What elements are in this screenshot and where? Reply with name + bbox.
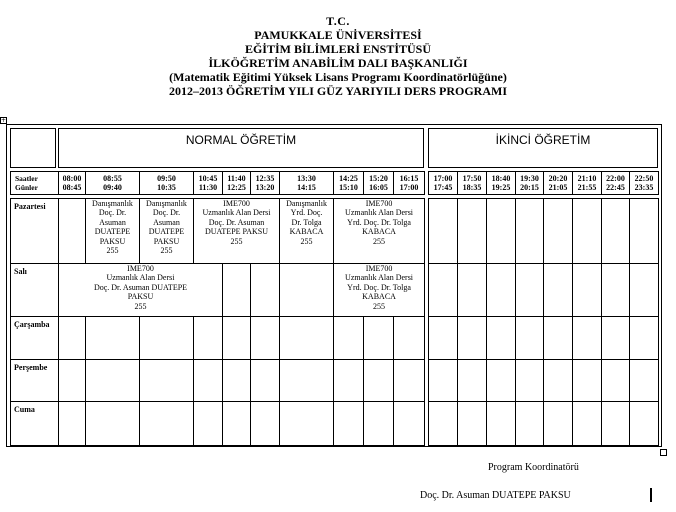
empty-cell xyxy=(630,264,659,317)
empty-cell xyxy=(487,264,516,317)
normal-schedule-body xyxy=(10,198,425,446)
time-slot: 22:50 23:35 xyxy=(630,172,659,195)
time-slot: 20:20 21:05 xyxy=(544,172,573,195)
empty-cell xyxy=(573,199,602,264)
time-slot: 09:50 10:35 xyxy=(140,172,194,195)
empty-cell xyxy=(223,264,251,317)
empty-cell xyxy=(59,360,86,402)
course-cell: IME700 Uzmanlık Alan Dersi Yrd. Doç. Dr. Tolga KABACA 255 xyxy=(334,199,425,264)
empty-cell xyxy=(364,317,394,360)
empty-cell xyxy=(194,360,223,402)
course-cell: IME700 Uzmanlık Alan Dersi Yrd. Doç. Dr. Tolga KABACA 255 xyxy=(334,264,425,317)
table-move-handle-icon[interactable]: + xyxy=(1,117,7,124)
header-line-term: 2012–2013 ÖĞRETİM YILI GÜZ YARIYILI DERS PROGRAMI xyxy=(168,84,508,98)
normal-time-header xyxy=(10,171,425,195)
empty-cell xyxy=(458,360,487,402)
empty-cell xyxy=(516,264,544,317)
header-line-program: (Matematik Eğitimi Yüksek Lisans Programı Koordinatörlüğüne) xyxy=(169,70,507,84)
day-label-sali: Salı xyxy=(11,264,59,317)
empty-cell xyxy=(602,264,630,317)
time-slot: 18:40 19:25 xyxy=(487,172,516,195)
day-label-persembe: Perşembe xyxy=(11,360,59,402)
empty-cell xyxy=(223,402,251,446)
empty-cell xyxy=(487,199,516,264)
empty-cell xyxy=(516,360,544,402)
empty-cell xyxy=(140,317,194,360)
empty-cell xyxy=(458,264,487,317)
empty-cell xyxy=(394,317,425,360)
empty-cell xyxy=(602,402,630,446)
empty-cell xyxy=(602,317,630,360)
empty-cell xyxy=(516,199,544,264)
empty-cell xyxy=(394,360,425,402)
time-slot: 17:00 17:45 xyxy=(429,172,458,195)
empty-cell xyxy=(194,317,223,360)
empty-cell xyxy=(59,402,86,446)
coordinator-label: Program Koordinatörü xyxy=(488,462,579,473)
empty-cell xyxy=(86,317,140,360)
corner-empty-cell xyxy=(10,128,56,168)
empty-cell xyxy=(630,199,659,264)
header-line-department: İLKÖĞRETİM ANABİLİM DALI BAŞKANLIĞI xyxy=(208,56,468,70)
time-slot: 08:00 08:45 xyxy=(59,172,86,195)
empty-cell xyxy=(251,264,280,317)
time-slot: 15:20 16:05 xyxy=(364,172,394,195)
course-cell: IME700 Uzmanlık Alan Dersi Doç. Dr. Asuman DUATEPE PAKSU 255 xyxy=(194,199,280,264)
time-slot: 22:00 22:45 xyxy=(602,172,630,195)
empty-cell xyxy=(544,360,573,402)
empty-cell xyxy=(458,317,487,360)
empty-cell xyxy=(516,402,544,446)
normal-section-title: NORMAL ÖĞRETİM xyxy=(185,133,297,147)
empty-cell xyxy=(630,317,659,360)
empty-cell xyxy=(630,360,659,402)
empty-cell xyxy=(429,264,458,317)
empty-cell xyxy=(251,317,280,360)
empty-cell xyxy=(280,317,334,360)
empty-cell xyxy=(140,360,194,402)
empty-cell xyxy=(544,402,573,446)
time-slot: 21:10 21:55 xyxy=(573,172,602,195)
empty-cell xyxy=(86,360,140,402)
document-header xyxy=(0,14,676,98)
second-time-header xyxy=(428,171,659,195)
empty-cell xyxy=(364,360,394,402)
header-line-university: PAMUKKALE ÜNİVERSİTESİ xyxy=(254,28,422,42)
empty-cell xyxy=(544,317,573,360)
empty-cell xyxy=(280,264,334,317)
empty-cell xyxy=(364,402,394,446)
table-resize-handle[interactable] xyxy=(660,449,667,456)
empty-cell xyxy=(280,360,334,402)
text-cursor xyxy=(650,488,652,502)
empty-cell xyxy=(59,317,86,360)
empty-cell xyxy=(544,264,573,317)
day-label-carsamba: Çarşamba xyxy=(11,317,59,360)
time-slot: 10:45 11:30 xyxy=(194,172,223,195)
course-cell: Danışmanlık Doç. Dr. Asuman DUATEPE PAKSU 255 xyxy=(140,199,194,264)
empty-cell xyxy=(194,402,223,446)
empty-cell xyxy=(394,402,425,446)
header-line-tc: T.C. xyxy=(326,14,350,28)
empty-cell xyxy=(487,317,516,360)
empty-cell xyxy=(429,402,458,446)
empty-cell xyxy=(573,360,602,402)
empty-cell xyxy=(86,402,140,446)
second-schedule-body xyxy=(428,198,659,446)
day-label-pazartesi: Pazartesi xyxy=(11,199,59,264)
empty-cell xyxy=(602,360,630,402)
second-section-title: İKİNCİ ÖĞRETİM xyxy=(495,133,591,147)
empty-cell xyxy=(140,402,194,446)
empty-cell xyxy=(573,264,602,317)
empty-cell xyxy=(334,360,364,402)
empty-cell xyxy=(429,317,458,360)
empty-cell xyxy=(458,199,487,264)
empty-cell xyxy=(223,317,251,360)
empty-cell xyxy=(630,402,659,446)
empty-cell xyxy=(251,402,280,446)
time-slot: 11:40 12:25 xyxy=(223,172,251,195)
time-slot: 08:55 09:40 xyxy=(86,172,140,195)
second-section-box xyxy=(428,128,658,168)
coordinator-name: Doç. Dr. Asuman DUATEPE PAKSU xyxy=(420,490,571,501)
empty-cell xyxy=(487,360,516,402)
empty-cell xyxy=(223,360,251,402)
empty-cell xyxy=(602,199,630,264)
empty-cell xyxy=(573,317,602,360)
empty-cell xyxy=(544,199,573,264)
empty-cell xyxy=(516,317,544,360)
empty-cell xyxy=(251,360,280,402)
empty-cell xyxy=(280,402,334,446)
empty-cell xyxy=(458,402,487,446)
day-label-cuma: Cuma xyxy=(11,402,59,446)
empty-cell xyxy=(334,402,364,446)
time-slot: 12:35 13:20 xyxy=(251,172,280,195)
empty-cell xyxy=(487,402,516,446)
course-cell: Danışmanlık Doç. Dr. Asuman DUATEPE PAKSU 255 xyxy=(86,199,140,264)
course-cell: IME700 Uzmanlık Alan Dersi Doç. Dr. Asuman DUATEPE PAKSU 255 xyxy=(59,264,223,317)
empty-cell xyxy=(573,402,602,446)
header-line-institute: EĞİTİM BİLİMLERİ ENSTİTÜSÜ xyxy=(244,42,432,56)
empty-cell xyxy=(334,317,364,360)
empty-cell xyxy=(429,199,458,264)
time-slot: 17:50 18:35 xyxy=(458,172,487,195)
empty-cell xyxy=(429,360,458,402)
hours-days-label: Saatler Günler xyxy=(11,172,59,195)
time-slot: 19:30 20:15 xyxy=(516,172,544,195)
time-slot: 14:25 15:10 xyxy=(334,172,364,195)
time-slot: 13:30 14:15 xyxy=(280,172,334,195)
normal-section-box xyxy=(58,128,424,168)
course-cell: Danışmanlık Yrd. Doç. Dr. Tolga KABACA 255 xyxy=(280,199,334,264)
empty-cell xyxy=(59,199,86,264)
time-slot: 16:15 17:00 xyxy=(394,172,425,195)
